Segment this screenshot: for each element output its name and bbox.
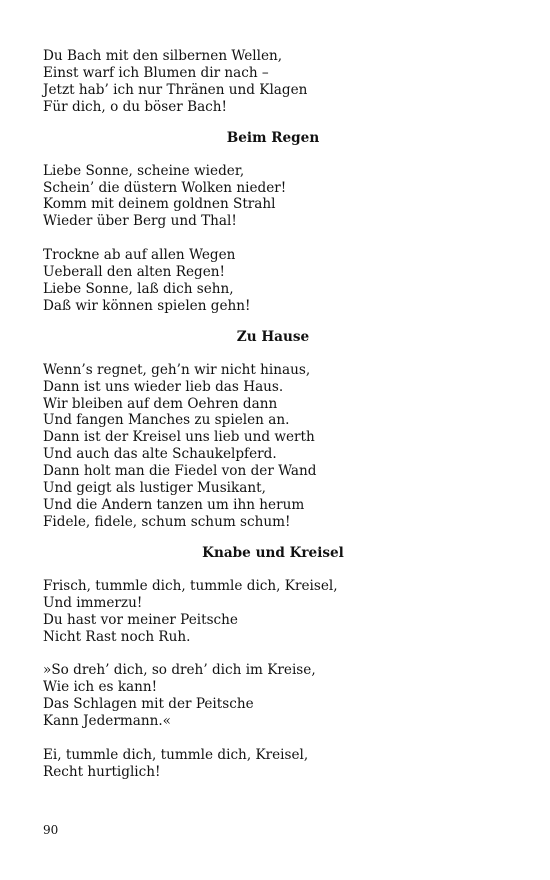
poem-line: Du Bach mit den silbernen Wellen, (43, 48, 283, 64)
poem-line: Wir bleiben auf dem Oehren dann (43, 395, 278, 412)
poem-line: Und fangen Manches zu spielen an. (43, 412, 290, 429)
poem-line: Wie ich es kann! (43, 679, 158, 696)
poem-line: Trockne ab auf allen Wegen (43, 247, 236, 264)
poem-line: Und auch das alte Schaukelpferd. (43, 446, 277, 463)
poem-line: Komm mit deinem goldnen Strahl (43, 196, 276, 213)
poem-line: Das Schlagen mit der Peitsche (43, 696, 254, 713)
poem-line: Frisch, tummle dich, tummle dich, Kreisel, (43, 577, 338, 594)
poem-zu-hause (43, 362, 503, 531)
poem-line: Dann ist uns wieder lieb das Haus. (43, 378, 284, 395)
poem-line: Liebe Sonne, laß dich sehn, (43, 280, 234, 297)
poem-title-knabe-und-kreisel: Knabe und Kreisel (202, 544, 344, 561)
poem-line: Fidele, fidele, schum schum schum! (43, 513, 291, 530)
poem-line: Jetzt hab’ ich nur Thränen und Klagen (43, 81, 308, 98)
page-number: 90 (43, 823, 59, 837)
stanza-gap (43, 730, 503, 747)
poem-line: Und immerzu! (43, 594, 143, 611)
stanza-gap (43, 645, 503, 662)
poem-line: Dann holt man die Fiedel von der Wand (43, 463, 317, 480)
poem-line: Ei, tummle dich, tummle dich, Kreisel, (43, 746, 309, 763)
poem-beim-regen (43, 163, 503, 315)
poem-title-zu-hause: Zu Hause (236, 328, 310, 345)
poem-line: Schein’ die düstern Wolken nieder! (43, 179, 287, 196)
poem-line: Nicht Rast noch Ruh. (43, 628, 191, 645)
poem-line: Für dich, o du böser Bach! (43, 98, 228, 115)
poem-line: Und geigt als lustiger Musikant, (43, 480, 266, 497)
stanza-gap (43, 230, 503, 247)
poem-line: Wieder über Berg und Thal! (43, 213, 237, 230)
poem-line: Kann Jedermann.« (43, 713, 171, 730)
poem-line: Wenn’s regnet, geh’n wir nicht hinaus, (43, 361, 311, 378)
poem-line: Recht hurtiglich! (43, 763, 161, 780)
poem-line: Ueberall den alten Regen! (43, 264, 225, 281)
poem-line: Du hast vor meiner Peitsche (43, 611, 238, 628)
poem-line: Liebe Sonne, scheine wieder, (43, 162, 245, 179)
poem-line: Und die Andern tanzen um ihn herum (43, 497, 305, 514)
poem-line: Einst warf ich Blumen dir nach – (43, 64, 269, 81)
poem-title-beim-regen: Beim Regen (226, 129, 320, 146)
poem-knabe-und-kreisel (43, 578, 503, 781)
poem-line: Dann ist der Kreisel uns lieb und werth (43, 429, 315, 446)
poem-line: »So dreh’ dich, so dreh’ dich im Kreise, (43, 662, 316, 679)
poem-line: Daß wir können spielen gehn! (43, 297, 251, 314)
poem-page (43, 48, 503, 781)
poem-opening (43, 48, 503, 116)
